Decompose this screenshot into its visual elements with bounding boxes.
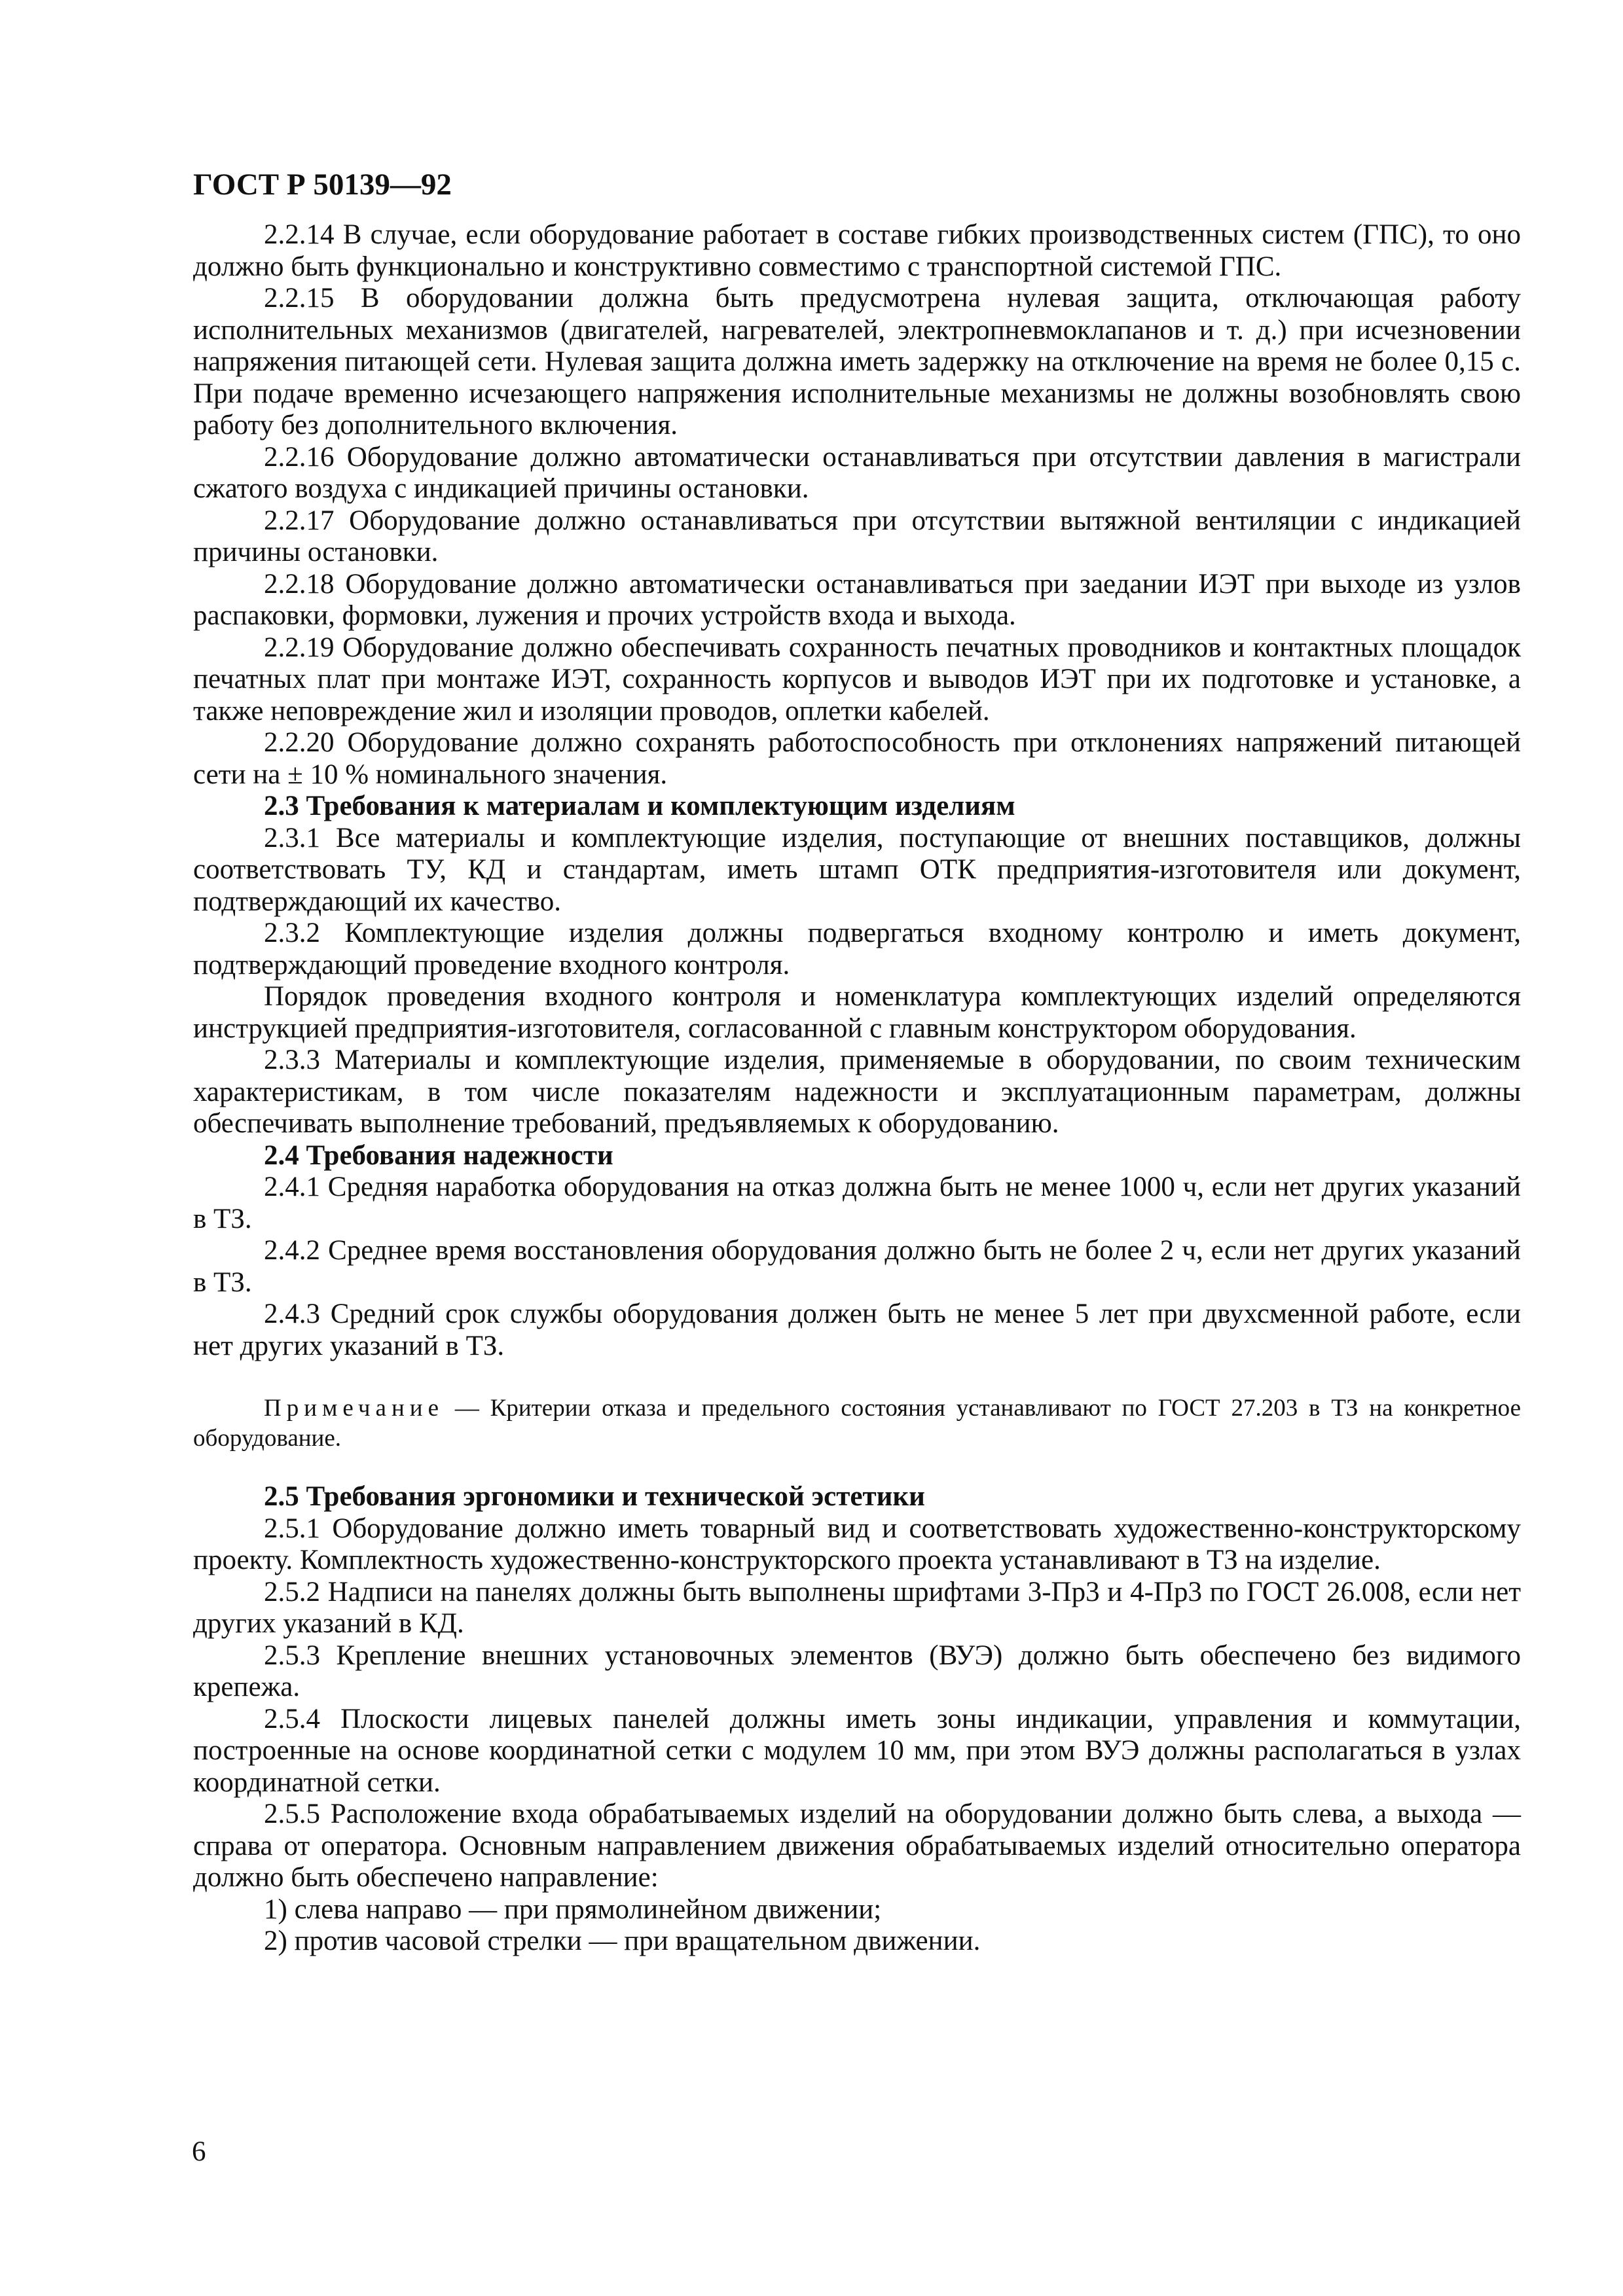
clause-2-3-2: 2.3.2 Комплектующие изделия должны подвергаться входному контролю и иметь документ, подтверждающий проведение входного контроля. [193, 918, 1521, 980]
document-header: ГОСТ Р 50139—92 [193, 168, 452, 202]
clause-2-5-5: 2.5.5 Расположение входа обрабатываемых изделий на оборудовании должно быть слева, а выхода — справа от оператора. Основным направлением движения обрабатываемых изделий относительно оператора должно быть обеспечено направление: [193, 1799, 1521, 1893]
clause-2-2-19: 2.2.19 Оборудование должно обеспечивать сохранность печатных проводников и контактных площадок печатных плат при монтаже ИЭТ, сохранность корпусов и выводов ИЭТ при их подготовке и установке, а также неповреждение жил и изоляции проводов, оплетки кабелей. [193, 632, 1521, 726]
clause-2-4-1: 2.4.1 Средняя наработка оборудования на отказ должна быть не менее 1000 ч, если нет других указаний в ТЗ. [193, 1172, 1521, 1234]
list-item-2: 2) против часовой стрелки — при вращательном движении. [264, 1926, 981, 1956]
note-text: — Критерии отказа и предельного состояния устанавливают по ГОСТ 27.203 в ТЗ на конкретное оборудование. [193, 1395, 1521, 1452]
note [193, 1393, 1521, 1454]
clause-2-3-1: 2.3.1 Все материалы и комплектующие изделия, поступающие от внешних поставщиков, должны соответствовать ТУ, КД и стандартам, иметь штамп ОТК предприятия-изготовителя или документ, подтверждающий их качество. [193, 822, 1521, 917]
clause-2-2-17: 2.2.17 Оборудование должно останавливаться при отсутствии вытяжной вентиляции с индикацией причины остановки. [193, 505, 1521, 567]
clause-2-5-1: 2.5.1 Оборудование должно иметь товарный вид и соответствовать художественно-конструкторскому проекту. Комплектность художественно-конструкторского проекта устанавливают в ТЗ на изделие. [193, 1513, 1521, 1575]
clause-2-5-2: 2.5.2 Надписи на панелях должны быть выполнены шрифтами 3-Пр3 и 4-Пр3 по ГОСТ 26.008, если нет других указаний в КД. [193, 1576, 1521, 1639]
clause-2-4-2: 2.4.2 Среднее время восстановления оборудования должно быть не более 2 ч, если нет других указаний в ТЗ. [193, 1235, 1521, 1298]
clause-2-2-18: 2.2.18 Оборудование должно автоматически останавливаться при заедании ИЭТ при выходе из узлов распаковки, формовки, лужения и прочих устройств входа и выхода. [193, 568, 1521, 631]
clause-2-2-16: 2.2.16 Оборудование должно автоматически останавливаться при отсутствии давления в магистрали сжатого воздуха с индикацией причины остановки. [193, 441, 1521, 504]
clause-2-2-20: 2.2.20 Оборудование должно сохранять работоспособность при отклонениях напряжений питающей сети на ± 10 % номинального значения. [193, 727, 1521, 790]
clause-2-5-3: 2.5.3 Крепление внешних установочных элементов (ВУЭ) должно быть обеспечено без видимого крепежа. [193, 1640, 1521, 1702]
clause-2-3-2-procedure: Порядок проведения входного контроля и номенклатура комплектующих изделий определяются инструкцией предприятия-изготовителя, согласованной с главным конструктором оборудования. [193, 981, 1521, 1044]
clause-2-5-4: 2.5.4 Плоскости лицевых панелей должны иметь зоны индикации, управления и коммутации, построенные на основе координатной сетки с модулем 10 мм, при этом ВУЭ должны располагаться в узлах координатной сетки. [193, 1703, 1521, 1798]
clause-2-2-15: 2.2.15 В оборудовании должна быть предусмотрена нулевая защита, отключающая работу исполнительных механизмов (двигателей, нагревателей, электропневмоклапанов и т. д.) при исчезновении напряжения питающей сети. Нулевая защита должна иметь задержку на отключение на время не более 0,15 с. При подаче временно исчезающего напряжения исполнительные механизмы не должны возобновлять свою работу без дополнительного включения. [193, 283, 1521, 440]
clause-2-4-3: 2.4.3 Средний срок службы оборудования должен быть не менее 5 лет при двухсменной работе, если нет других указаний в ТЗ. [193, 1299, 1521, 1361]
clause-2-3-3: 2.3.3 Материалы и комплектующие изделия, применяемые в оборудовании, по своим техническим характеристикам, в том числе показателям надежности и эксплуатационным параметрам, должны обеспечивать выполнение требований, предъявляемых к оборудованию. [193, 1045, 1521, 1139]
section-heading-2-5: 2.5 Требования эргономики и технической эстетики [264, 1481, 925, 1512]
clause-2-2-14: 2.2.14 В случае, если оборудование работает в составе гибких производственных систем (ГПС), то оно должно быть функционально и конструктивно совместимо с транспортной системой ГПС. [193, 219, 1521, 282]
section-heading-2-4: 2.4 Требования надежности [264, 1139, 613, 1171]
list-item-1: 1) слева направо — при прямолинейном движении; [264, 1893, 882, 1925]
note-label: Примечание [264, 1395, 444, 1422]
page-number: 6 [192, 2136, 206, 2167]
document-body [193, 219, 1521, 1958]
section-heading-2-3: 2.3 Требования к материалам и комплектующим изделиям [264, 791, 1015, 821]
